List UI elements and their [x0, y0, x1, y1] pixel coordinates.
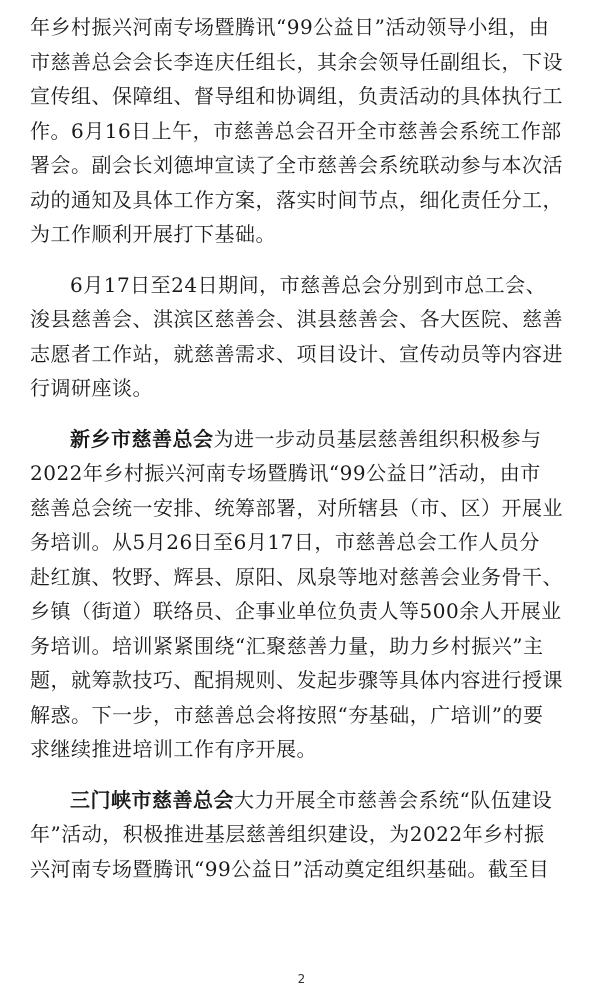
- page-number: 2: [297, 972, 306, 986]
- text-line: 6月17日至24日期间，市慈善总会分别到市总工会、: [70, 272, 547, 297]
- text-line: 务培训。从5月26日至6月17日，市慈善总会工作人员分: [30, 530, 540, 554]
- text-line: 兴河南专场暨腾讯“99公益日”活动奠定组织基础。截至目: [30, 856, 550, 881]
- paragraph-lead-organization: 新乡市慈善总会: [70, 426, 214, 451]
- text-fragment: 为进一步动员基层慈善组织积极参与: [213, 426, 542, 451]
- paragraph-leadership-group: [30, 10, 585, 252]
- text-line: 务培训。培训紧紧围绕“汇聚慈善力量，助力乡村振兴”主: [30, 633, 544, 658]
- text-line: 乡镇（街道）联络员、企事业单位负责人等500余人开展业: [30, 599, 562, 623]
- text-line: 年乡村振兴河南专场暨腾讯“99公益日”活动领导小组，由: [30, 15, 550, 39]
- text-line: 为工作顺利开展打下基础。: [30, 222, 276, 246]
- text-line: 行调研座谈。: [30, 376, 153, 400]
- text-line: 解惑。下一步，市慈善总会将按照“夯基础，广培训”的要: [30, 702, 544, 727]
- text-line: 署会。副会长刘德坤宣读了全市慈善会系统联动参与本次活: [30, 153, 563, 177]
- text-line: 2022年乡村振兴河南专场暨腾讯“99公益日”活动，由市: [30, 461, 541, 485]
- text-fragment: 大力开展全市慈善会系统“队伍建设: [234, 787, 553, 812]
- text-line: 作。6月16日上午，市慈善总会召开全市慈善会系统工作部: [30, 118, 562, 143]
- text-line: 宣传组、保障组、督导组和协调组，负责活动的具体执行工: [30, 84, 563, 108]
- text-line: 动的通知及具体工作方案，落实时间节点，细化责任分工，: [30, 187, 563, 212]
- text-line: [30, 422, 585, 457]
- paragraph-sanmenxia: [30, 783, 585, 887]
- paragraph-lead-organization: 三门峡市慈善总会: [70, 787, 234, 812]
- text-line: [30, 783, 585, 818]
- text-line: 慈善总会统一安排、统筹部署，对所辖县（市、区）开展业: [30, 495, 563, 520]
- paragraph-xinxiang: [30, 422, 585, 767]
- text-line: 市慈善总会会长李连庆任组长，其余会领导任副组长，下设: [30, 49, 563, 74]
- text-line: 浚县慈善会、淇滨区慈善会、淇县慈善会、各大医院、慈善: [30, 307, 563, 331]
- paragraph-research-visits: [30, 268, 585, 406]
- text-line: 求继续推进培训工作有序开展。: [30, 737, 317, 761]
- text-line: 题，就筹款技巧、配捐规则、发起步骤等具体内容进行授课: [30, 668, 563, 692]
- text-line: 年”活动，积极推进基层慈善组织建设，为2022年乡村振: [30, 822, 545, 846]
- text-line: 志愿者工作站，就慈善需求、项目设计、宣传动员等内容进: [30, 341, 563, 366]
- document-page: [30, 10, 585, 886]
- text-line: 赴红旗、牧野、辉县、原阳、凤泉等地对慈善会业务骨干、: [30, 564, 563, 589]
